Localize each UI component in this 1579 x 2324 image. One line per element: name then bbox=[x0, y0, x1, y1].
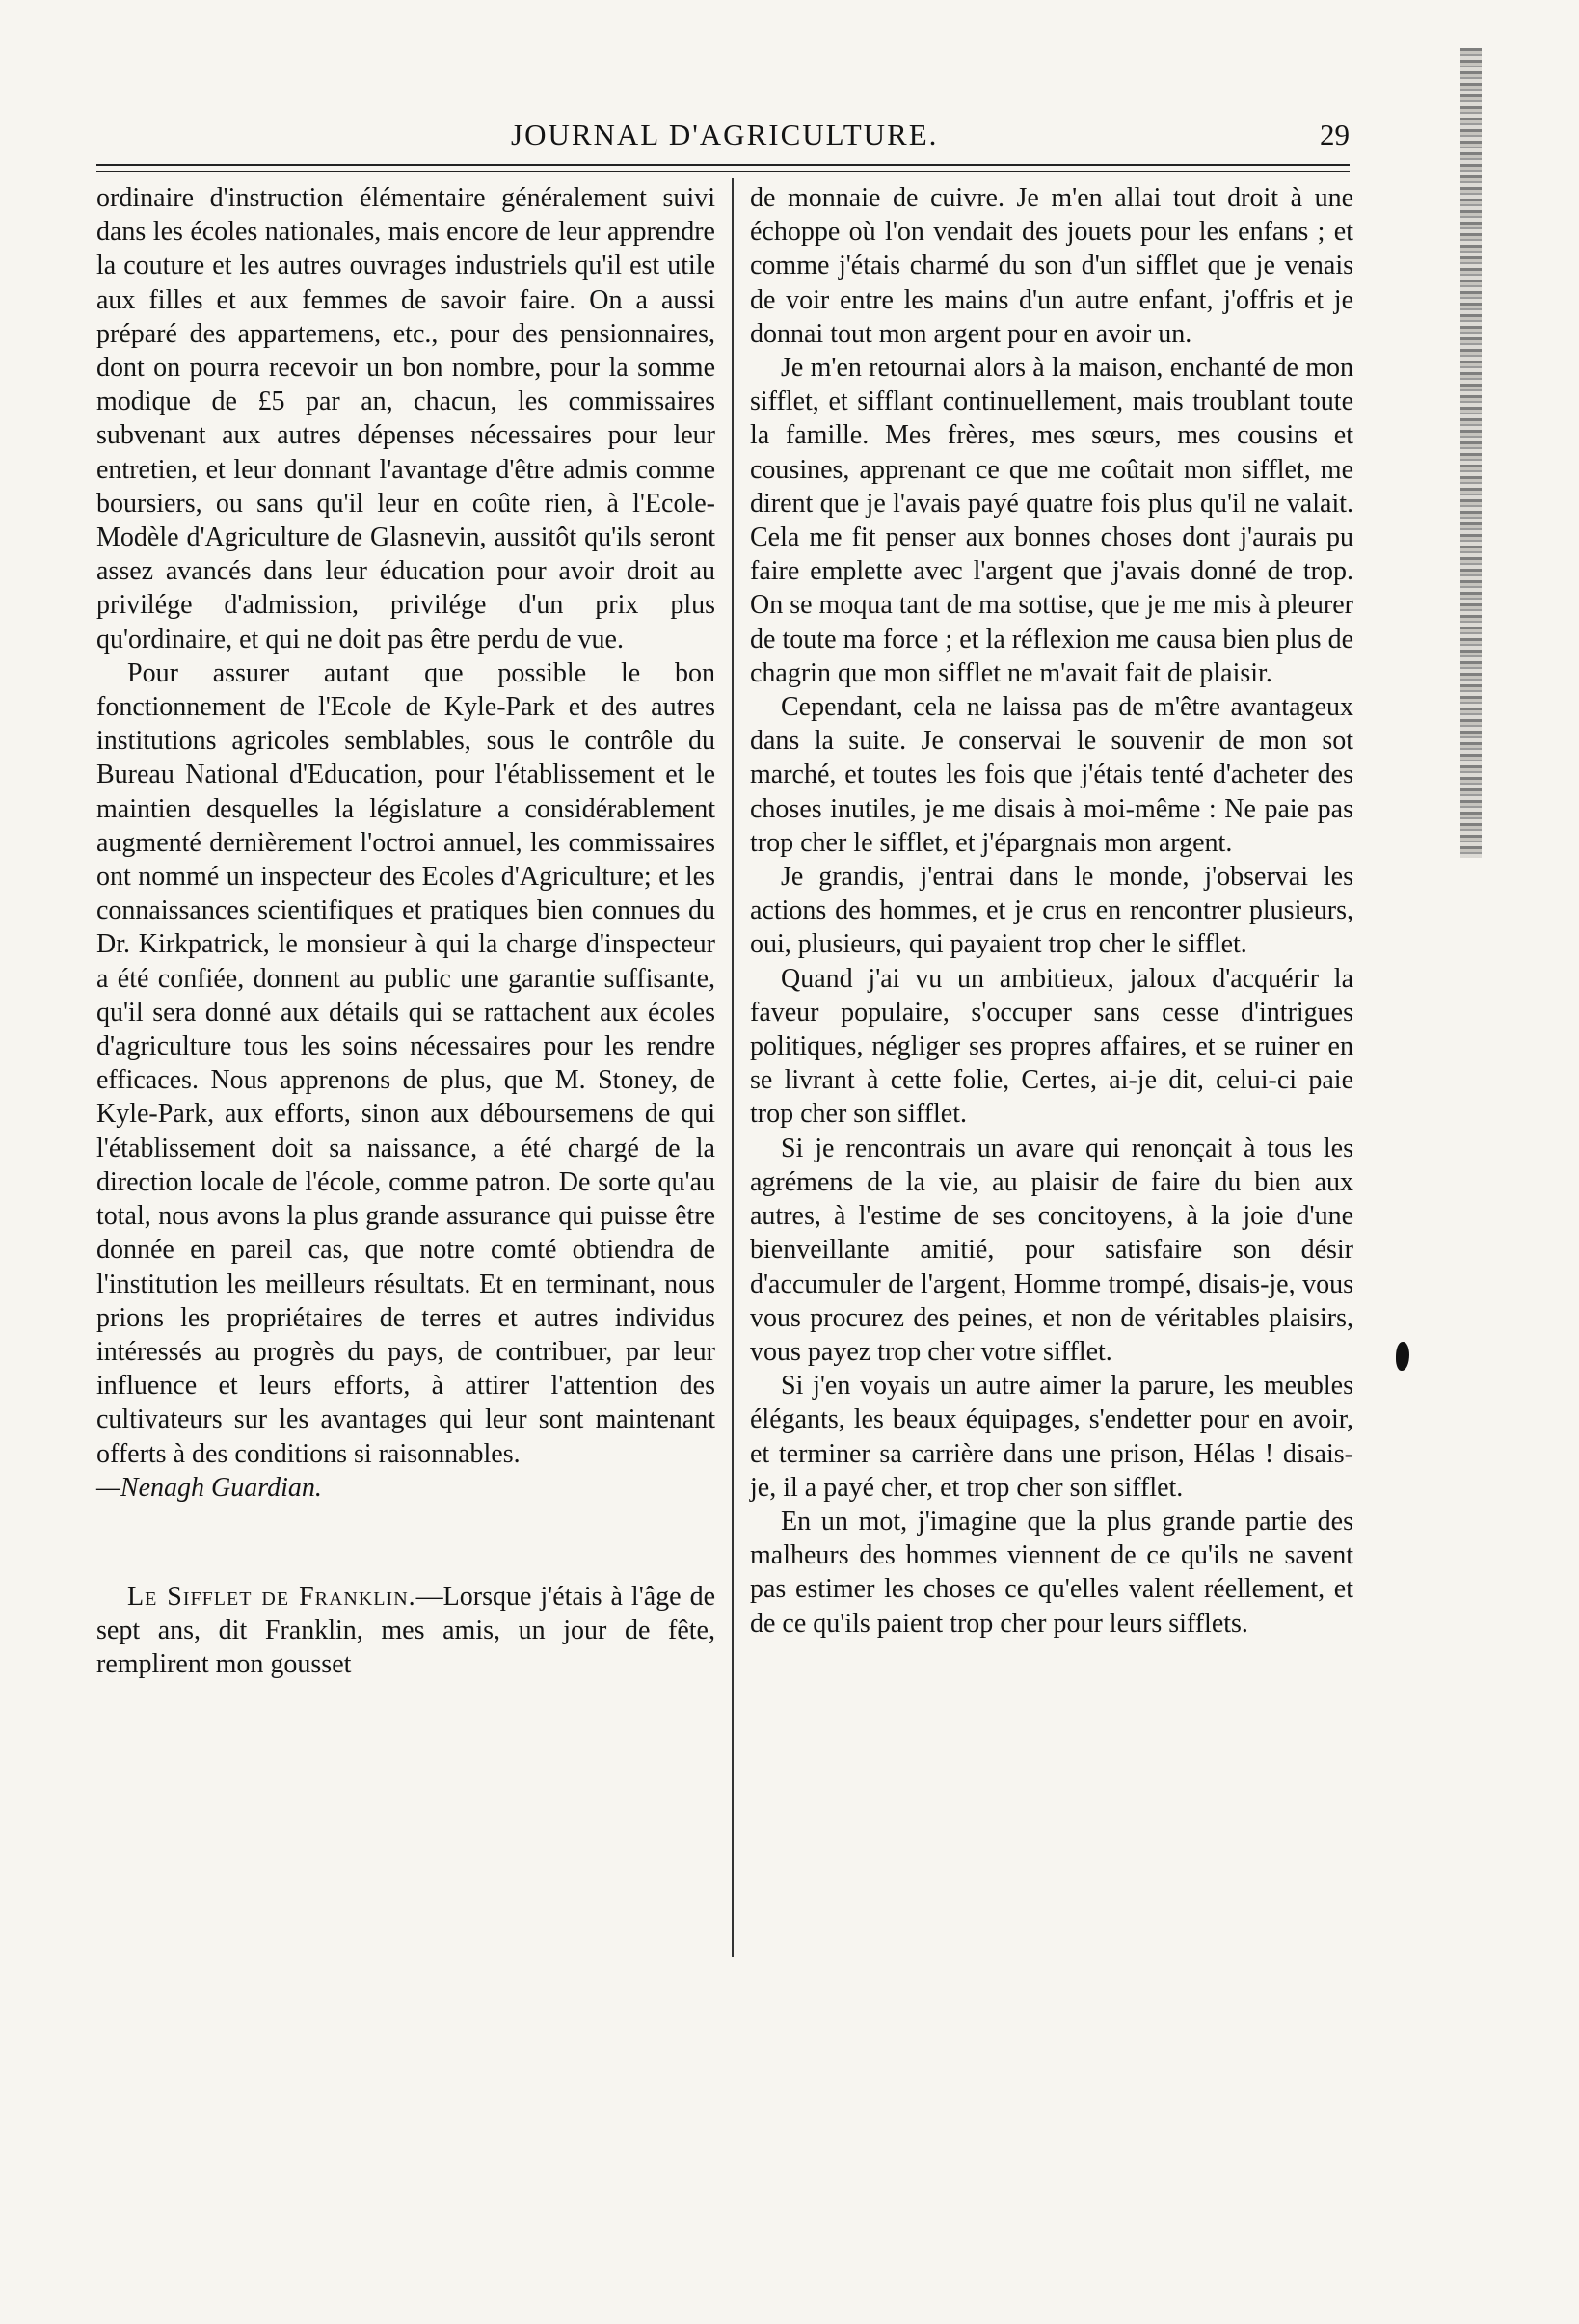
page-header bbox=[96, 114, 1350, 162]
franklin-article-intro bbox=[96, 1580, 715, 1682]
article-gap bbox=[96, 1505, 715, 1580]
right-paragraph-3: Cependant, cela ne laissa pas de m'être avantageux dans la suite. Je conservai le souvenir de mon sot marché, et toutes les fois que j'étais tenté d'acheter des choses inutiles, je me disais à moi-même : Ne paie pas trop cher le sifflet, et j'épargnais mon argent. bbox=[750, 692, 1353, 858]
article-intro-text: —Lorsque j'étais à l'âge de sept ans, dit Franklin, mes amis, un jour de fête, remplirent mon gousset bbox=[96, 1581, 716, 1680]
right-paragraph-8: En un mot, j'imagine que la plus grande partie des malheurs des hommes viennent de ce qu'ils ne savent pas estimer les choses ce qu'elles valent réellement, et de ce qu'ils paient trop cher pour leurs sifflets. bbox=[750, 1506, 1353, 1639]
column-divider bbox=[732, 178, 734, 1957]
page-number: 29 bbox=[1320, 118, 1350, 151]
right-paragraph-6: Si je rencontrais un avare qui renonçait à tous les agrémens de la vie, au plaisir de faire du bien aux autres, à l'estime de ses concitoyens, à la joie d'une bienveillante amitié, pour satisfaire son désir d'accumuler de l'argent, Homme trompé, disais-je, vous vous procurez des peines, et non de véritables plaisirs, vous payez trop cher votre sifflet. bbox=[750, 1133, 1353, 1367]
source-attribution bbox=[96, 1471, 715, 1505]
right-paragraph-4: Je grandis, j'entrai dans le monde, j'observai les actions des hommes, et je crus en rencontrer plusieurs, oui, plusieurs, qui payaient trop cher le sifflet. bbox=[750, 862, 1353, 960]
ink-blot bbox=[1396, 1342, 1409, 1371]
article-title: Le Sifflet de Franklin. bbox=[127, 1581, 416, 1612]
right-paragraph-1: de monnaie de cuivre. Je m'en allai tout droit à une échoppe où l'on vendait des jouets pour les enfans ; et comme j'étais charmé du son d'un sifflet que je venais de voir entre les mains d'un autre enfant, j'offris et je donnai tout mon argent pour en avoir un. bbox=[750, 183, 1353, 349]
left-paragraph-1: ordinaire d'instruction élémentaire généralement suivi dans les écoles nationales, mais encore de leur apprendre la couture et les autres ouvrages industriels qu'il est utile aux filles et aux femmes de savoir faire. On a aussi préparé des appartemens, etc., pour des pensionnaires, dont on pourra recevoir un bon nombre, pour la somme modique de £5 par an, chacun, les commissaires subvenant aux autres dépenses nécessaires pour leur entretien, et leur donnant l'avantage d'être admis comme boursiers, ou sans qu'il leur en coûte rien, à l'Ecole-Modèle d'Agriculture de Glasnevin, aussitôt qu'ils seront assez avancés dans leur éducation pour avoir droit au privilége d'admission, privilége d'un prix plus qu'ordinaire, et qui ne doit pas être perdu de vue. bbox=[96, 183, 715, 654]
right-paragraph-7: Si j'en voyais un autre aimer la parure, les meubles élégants, les beaux équipages, s'endetter pour en avoir, et terminer sa carrière dans une prison, Hélas ! disais-je, il a payé cher, et trop cher son sifflet. bbox=[750, 1371, 1353, 1503]
page-edge-strip bbox=[1460, 48, 1482, 858]
right-column bbox=[750, 181, 1353, 1641]
left-column bbox=[96, 181, 715, 1682]
header-rule bbox=[96, 164, 1350, 166]
left-paragraph-2: Pour assurer autant que possible le bon fonctionnement de l'Ecole de Kyle-Park et des autres institutions agricoles semblables, sous le contrôle du Bureau National d'Education, pour l'établissement et le maintien desquelles la législature a considérablement augmenté dernièrement l'octroi annuel, les commissaires ont nommé un inspecteur des Ecoles d'Agriculture; et les connaissances scientifiques et pratiques bien connues du Dr. Kirkpatrick, le monsieur à qui la charge d'inspecteur a été confiée, donnent au public une garantie suffisante, qu'il sera donné aux détails qui se rattachent aux écoles d'agriculture tous les soins nécessaires pour les rendre efficaces. Nous apprenons de plus, que M. Stoney, de Kyle-Park, aux efforts, sinon aux déboursemens de qui l'établissement doit sa naissance, a été chargé de la direction locale de l'école, comme patron. De sorte qu'au total, nous avons la plus grande assurance qui puisse être donnée en pareil cas, que notre comté obtiendra de l'institution les meilleurs résultats. Et en terminant, nous prions les propriétaires de terres et autres individus intéressés au progrès du pays, de contribuer, par leur influence et leurs efforts, à attirer l'attention des cultivateurs sur les avantages qui leur sont maintenant offerts à des conditions si raisonnables. bbox=[96, 657, 715, 1469]
right-paragraph-2: Je m'en retournai alors à la maison, enchanté de mon sifflet, et sifflant continuellement, mais troublant toute la famille. Mes frères, mes sœurs, mes cousins et cousines, apprenant ce que me coûtait mon sifflet, me dirent que je l'avais payé quatre fois plus qu'il ne valait. Cela me fit penser aux bonnes choses dont j'aurais pu faire emplette avec l'argent que j'avais donné de trop. On se moqua tant de ma sottise, que je me mis à pleurer de toute ma force ; et la réflexion me causa bien plus de chagrin que mon sifflet ne m'avait fait de plaisir. bbox=[750, 353, 1353, 688]
source-name: —Nenagh Guardian. bbox=[96, 1472, 322, 1503]
right-paragraph-5: Quand j'ai vu un ambitieux, jaloux d'acquérir la faveur populaire, s'occuper sans cesse d'intrigues politiques, négliger ses propres affaires, et se ruiner en se livrant à cette folie, Certes, ai-je dit, celui-ci paie trop cher son sifflet. bbox=[750, 963, 1353, 1130]
header-rule-thin bbox=[96, 171, 1350, 172]
running-title: JOURNAL D'AGRICULTURE. bbox=[511, 118, 939, 151]
